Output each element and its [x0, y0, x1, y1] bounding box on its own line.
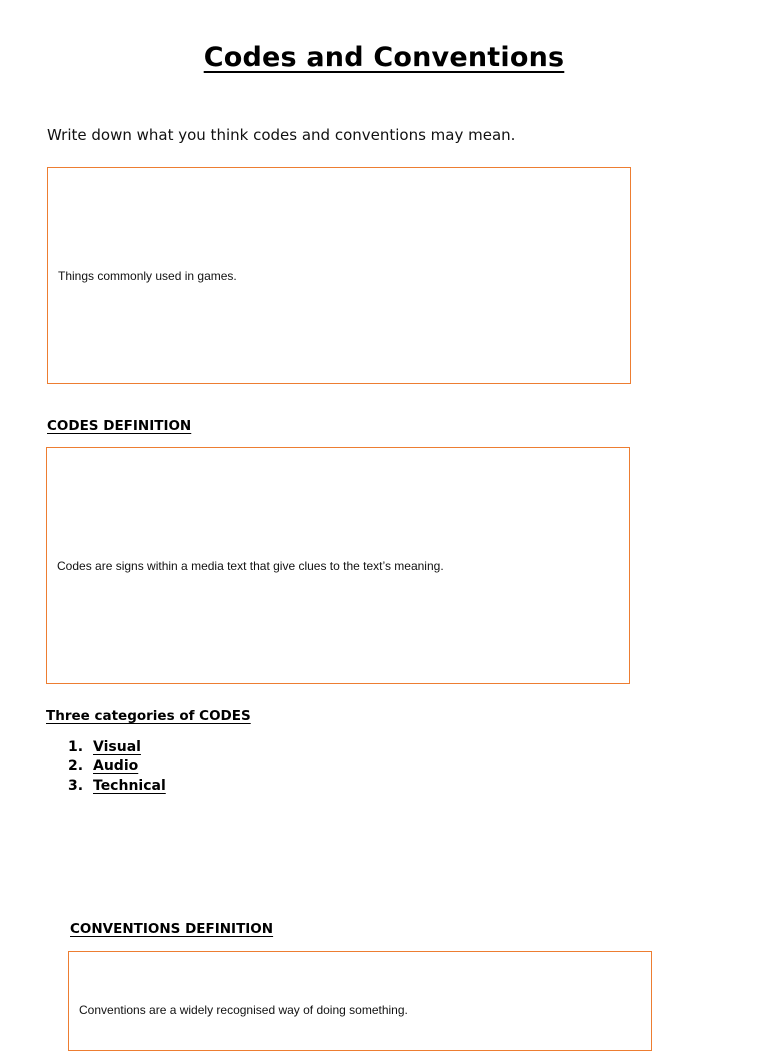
- list-item-label: Visual: [93, 738, 141, 755]
- answer-text-conventions-definition: Conventions are a widely recognised way of doing something.: [79, 1003, 408, 1017]
- list-item-number: 1.: [68, 738, 84, 755]
- list-item-label: Audio: [93, 758, 139, 775]
- list-item-number: 2.: [68, 758, 84, 775]
- answer-box-meaning: [47, 167, 631, 384]
- list-item: [68, 776, 166, 796]
- conventions-definition-heading: CONVENTIONS DEFINITION: [70, 921, 274, 937]
- instruction-text: Write down what you think codes and conventions may mean.: [47, 126, 516, 144]
- categories-list: [68, 737, 166, 796]
- list-item: [68, 737, 166, 757]
- answer-box-conventions-definition: [68, 951, 652, 1051]
- categories-heading: Three categories of CODES: [46, 708, 251, 724]
- list-item: [68, 757, 166, 777]
- answer-text-codes-definition: Codes are signs within a media text that give clues to the text’s meaning.: [57, 558, 444, 573]
- answer-box-codes-definition: [46, 447, 630, 684]
- list-item-label: Technical: [93, 777, 166, 794]
- answer-text-meaning: Things commonly used in games.: [58, 268, 237, 283]
- codes-definition-heading: CODES DEFINITION: [47, 418, 192, 434]
- list-item-number: 3.: [68, 777, 84, 794]
- page-title: Codes and Conventions: [203, 42, 565, 73]
